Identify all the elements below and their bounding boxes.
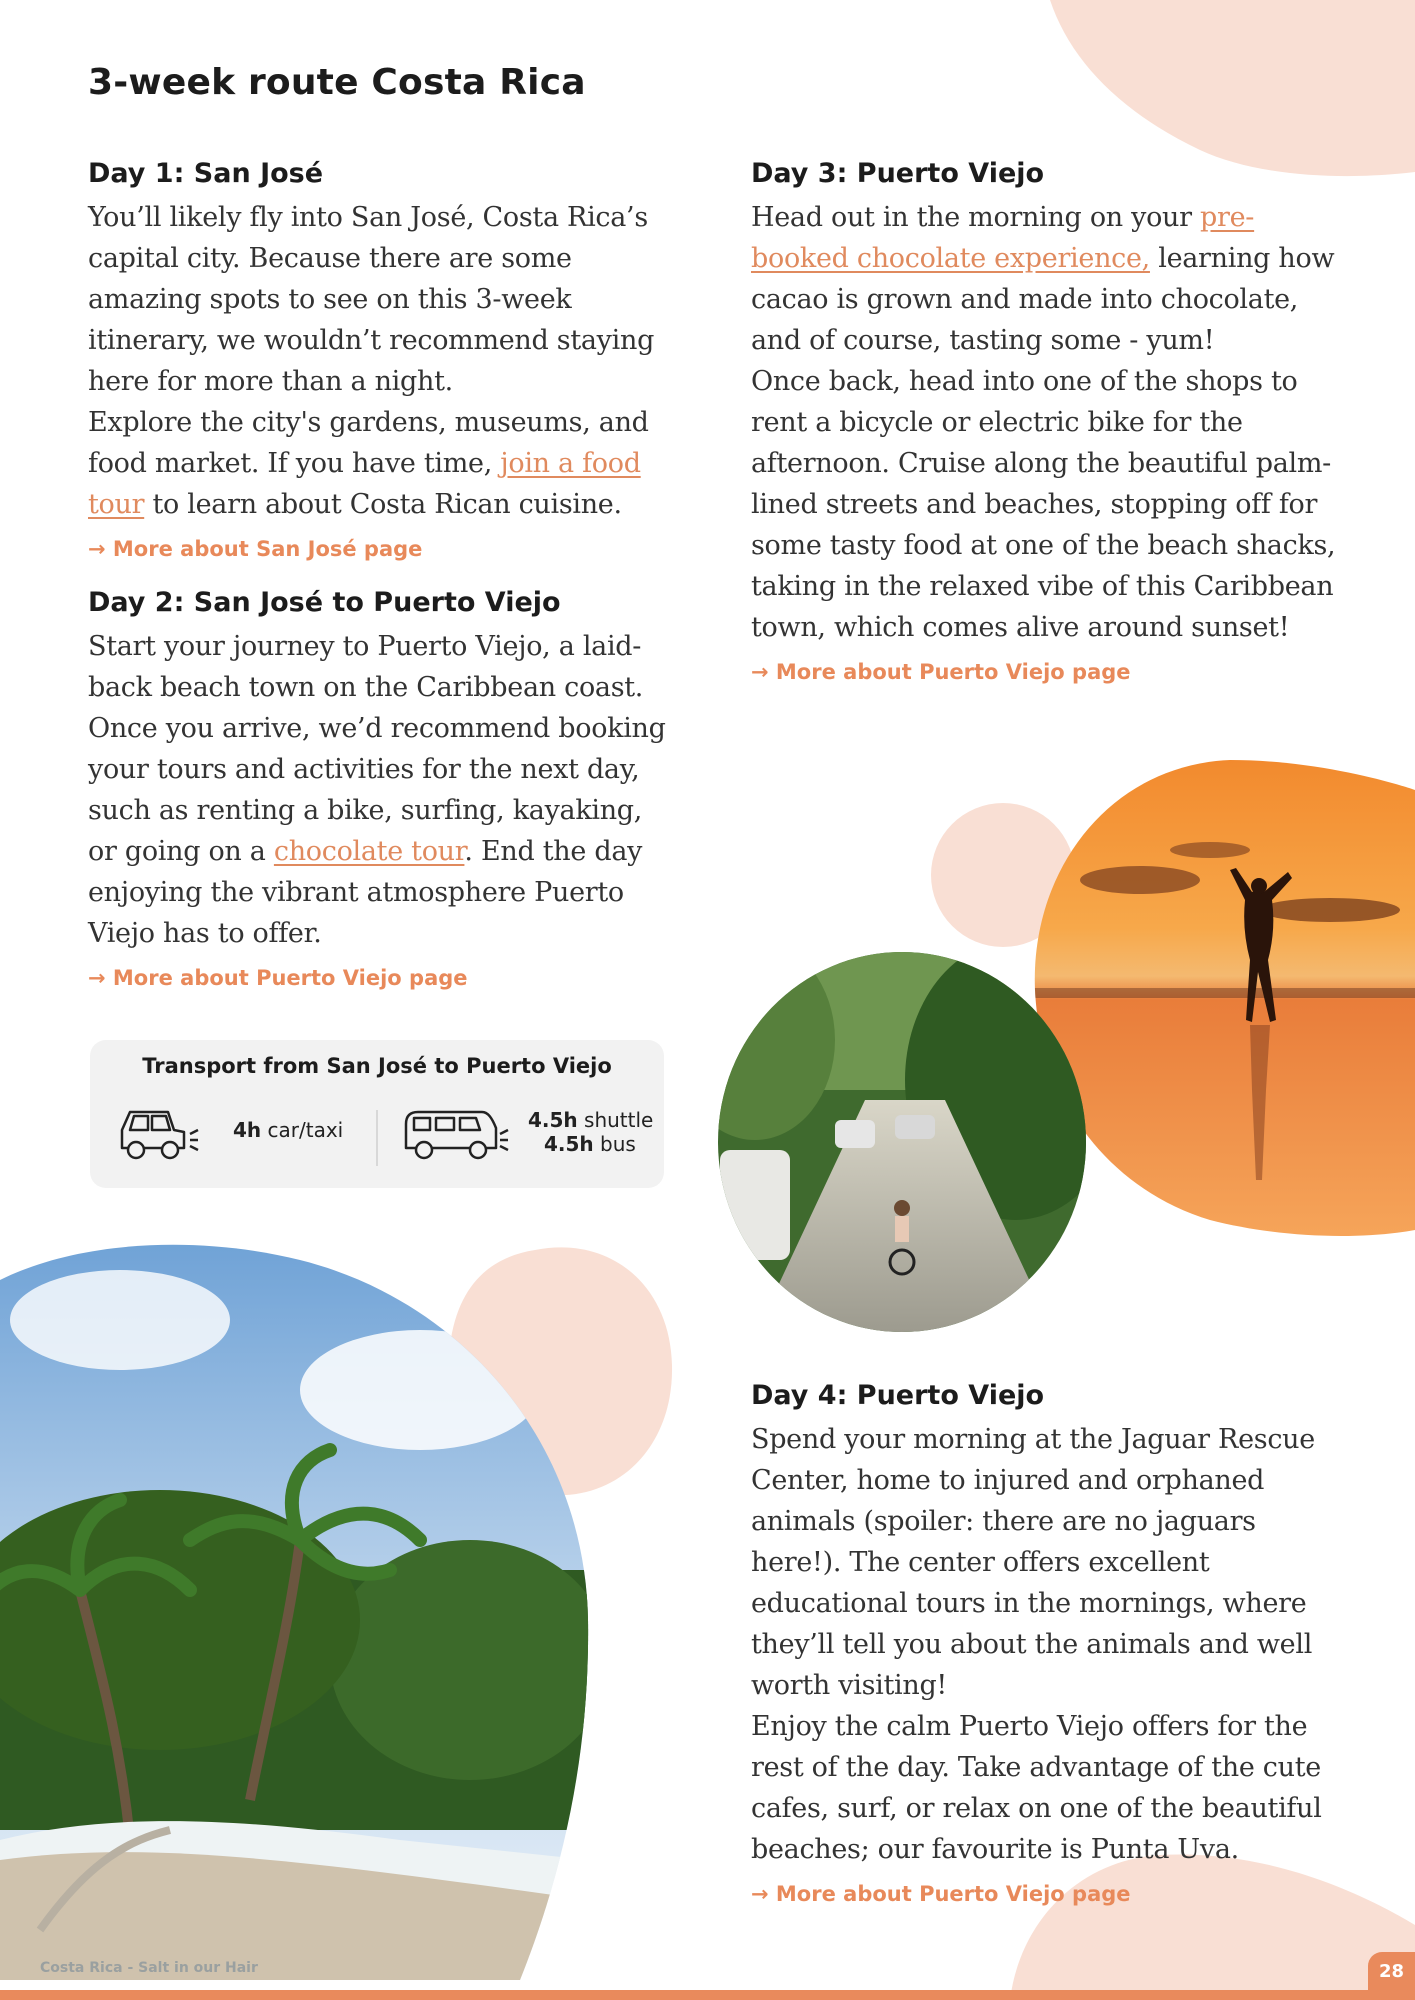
day3-text-end: learning how cacao is grown and made into chocolate, and of course, tasting some - yum! — [751, 243, 1335, 356]
more-puerto-viejo-link-day4[interactable]: → More about Puerto Viejo page — [751, 1882, 1131, 1906]
day2-text: Start your journey to Puerto Viejo, a laid-back beach town on the Caribbean coast. Once you arrive, we’d recommend booking your tours and activities for the next day, such as renting a bike, surfing, kayaking, or going on a — [88, 631, 666, 867]
bus-label: bus — [600, 1132, 636, 1156]
day4-heading: Day 4: Puerto Viejo — [751, 1380, 1045, 1411]
more-puerto-viejo-link-day2[interactable]: → More about Puerto Viejo page — [88, 966, 468, 990]
car-label: car/taxi — [267, 1118, 344, 1142]
beach-palm-photo — [0, 1240, 590, 1980]
day2-paragraph — [88, 626, 668, 954]
street-bike-photo — [715, 950, 1090, 1335]
day1-heading: Day 1: San José — [88, 158, 324, 189]
day1-text: Explore the city's gardens, museums, and food market. If you have time, — [88, 407, 649, 479]
left-column — [88, 158, 668, 1010]
day4-paragraph-1: Spend your morning at the Jaguar Rescue Center, home to injured and orphaned animals (spoiler: there are no jaguars here!). The center offers excellent educational tours in the mornings, where they’ll tell you about the animals and well worth visiting! — [751, 1424, 1315, 1701]
day3-text: Head out in the morning on your — [751, 202, 1201, 233]
day3-heading: Day 3: Puerto Viejo — [751, 158, 1045, 189]
chocolate-tour-link[interactable]: chocolate tour — [273, 836, 465, 867]
right-column-top — [751, 158, 1341, 704]
bus-time: 4.5h — [544, 1132, 594, 1156]
day2-heading: Day 2: San José to Puerto Viejo — [88, 587, 561, 618]
car-info — [233, 1118, 343, 1142]
day3-paragraph-2: Once back, head into one of the shops to rent a bicycle or electric bike for the afternoon. Cruise along the beautiful palm-lined streets and beaches, stopping off for some tasty food at one of the beach shacks, taking in the relaxed vibe of this Caribbean town, which comes alive around sunset! — [751, 366, 1336, 643]
more-puerto-viejo-link-day3[interactable]: → More about Puerto Viejo page — [751, 660, 1131, 684]
day1-text-end: to learn about Costa Rican cuisine. — [144, 489, 622, 520]
day1-paragraph-1: You’ll likely fly into San José, Costa Rica’s capital city. Because there are some amazing spots to see on this 3-week itinerary, we wouldn’t recommend staying here for more than a night. — [88, 202, 655, 397]
footer-credit: Costa Rica - Salt in our Hair — [40, 1960, 258, 1976]
day3-paragraph-1 — [751, 197, 1341, 361]
car-icon — [112, 1100, 200, 1170]
day2-text-end: . End the day enjoying the vibrant atmosphere Puerto Viejo has to offer. — [88, 836, 643, 949]
chocolate-experience-link[interactable]: pre-booked chocolate experience, — [751, 202, 1255, 274]
page-number: 28 — [1368, 1952, 1415, 1992]
decorative-blob-top-right — [1050, 0, 1415, 180]
day1-paragraph-2 — [88, 402, 668, 525]
shuttle-info — [528, 1108, 653, 1132]
page-title: 3-week route Costa Rica — [88, 62, 586, 103]
bus-info — [544, 1132, 636, 1156]
more-san-jose-link[interactable]: → More about San José page — [88, 537, 423, 561]
shuttle-time: 4.5h — [528, 1108, 578, 1132]
transport-box — [90, 1040, 664, 1188]
food-tour-link[interactable]: join a food tour — [88, 448, 641, 520]
car-time: 4h — [233, 1118, 262, 1142]
transport-title: Transport from San José to Puerto Viejo — [142, 1054, 612, 1078]
van-icon — [400, 1102, 512, 1168]
day4-paragraph-2: Enjoy the calm Puerto Viejo offers for the rest of the day. Take advantage of the cute cafes, surf, or relax on one of the beautiful beaches; our favourite is Punta Uva. — [751, 1711, 1322, 1865]
right-column-bottom — [751, 1380, 1341, 1926]
bottom-accent-bar — [0, 1990, 1415, 2000]
shuttle-label: shuttle — [584, 1108, 654, 1132]
transport-divider — [376, 1110, 378, 1166]
